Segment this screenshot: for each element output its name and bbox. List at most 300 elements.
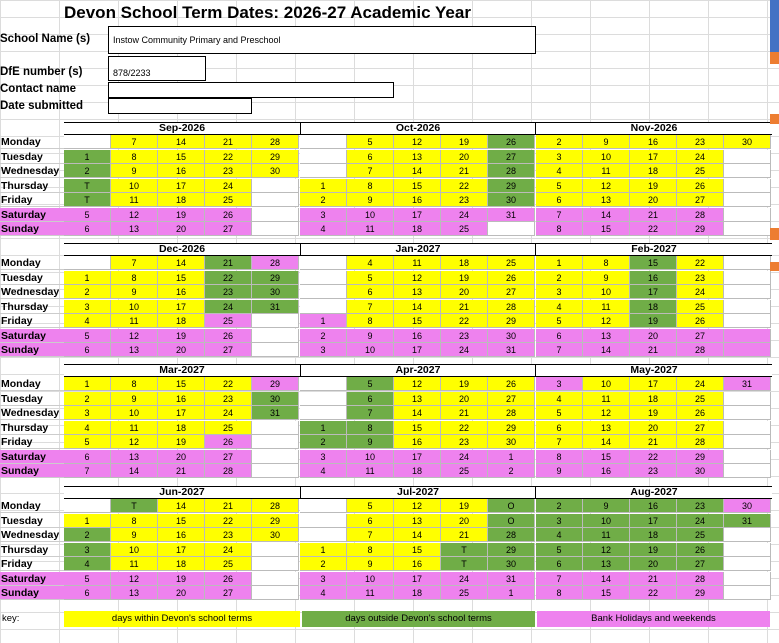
- date-cell[interactable]: [252, 222, 299, 236]
- date-cell[interactable]: T: [64, 179, 111, 193]
- date-cell[interactable]: [252, 435, 299, 449]
- date-cell[interactable]: 31: [252, 406, 299, 420]
- date-cell[interactable]: 11: [111, 557, 158, 571]
- date-cell[interactable]: 22: [630, 222, 677, 236]
- date-cell[interactable]: 4: [300, 464, 347, 478]
- date-cell[interactable]: 7: [536, 343, 583, 357]
- date-cell[interactable]: 29: [252, 271, 299, 285]
- date-cell[interactable]: 19: [158, 329, 205, 343]
- date-cell[interactable]: 8: [347, 421, 394, 435]
- date-cell[interactable]: 30: [252, 528, 299, 542]
- date-cell[interactable]: 29: [488, 543, 535, 557]
- date-cell[interactable]: 21: [441, 164, 488, 178]
- date-cell[interactable]: 17: [394, 208, 441, 222]
- date-cell[interactable]: 7: [347, 528, 394, 542]
- date-cell[interactable]: 17: [158, 300, 205, 314]
- date-cell[interactable]: 17: [630, 514, 677, 528]
- date-cell[interactable]: 13: [583, 329, 630, 343]
- date-cell[interactable]: 13: [111, 586, 158, 600]
- date-cell[interactable]: 25: [488, 256, 535, 270]
- date-cell[interactable]: 2: [300, 557, 347, 571]
- date-cell[interactable]: 30: [488, 193, 535, 207]
- date-cell[interactable]: 29: [488, 179, 535, 193]
- date-cell[interactable]: 31: [724, 514, 771, 528]
- date-cell[interactable]: 16: [158, 392, 205, 406]
- date-cell[interactable]: 4: [64, 314, 111, 328]
- date-cell[interactable]: [724, 406, 771, 420]
- date-cell[interactable]: 9: [347, 329, 394, 343]
- date-cell[interactable]: 12: [394, 135, 441, 149]
- date-cell[interactable]: 14: [583, 208, 630, 222]
- date-cell[interactable]: 19: [441, 499, 488, 513]
- date-cell[interactable]: 19: [630, 314, 677, 328]
- date-cell[interactable]: [300, 164, 347, 178]
- date-cell[interactable]: 2: [300, 435, 347, 449]
- date-cell[interactable]: 2: [536, 135, 583, 149]
- date-cell[interactable]: 24: [205, 543, 252, 557]
- date-cell[interactable]: 30: [488, 557, 535, 571]
- date-cell[interactable]: 12: [583, 314, 630, 328]
- date-cell[interactable]: 15: [583, 450, 630, 464]
- date-cell[interactable]: 1: [64, 150, 111, 164]
- date-cell[interactable]: 13: [583, 421, 630, 435]
- date-cell[interactable]: 4: [64, 421, 111, 435]
- date-cell[interactable]: [724, 343, 771, 357]
- date-cell[interactable]: 28: [488, 528, 535, 542]
- date-cell[interactable]: 20: [158, 450, 205, 464]
- date-cell[interactable]: 6: [347, 392, 394, 406]
- date-cell[interactable]: 16: [630, 135, 677, 149]
- date-cell[interactable]: 21: [630, 343, 677, 357]
- date-cell[interactable]: 2: [300, 193, 347, 207]
- date-cell[interactable]: 9: [583, 499, 630, 513]
- date-cell[interactable]: 2: [488, 464, 535, 478]
- date-cell[interactable]: 9: [583, 271, 630, 285]
- date-cell[interactable]: 31: [252, 300, 299, 314]
- date-cell[interactable]: 28: [677, 435, 724, 449]
- date-cell[interactable]: 15: [630, 256, 677, 270]
- date-cell[interactable]: 18: [394, 222, 441, 236]
- date-cell[interactable]: 10: [347, 208, 394, 222]
- date-cell[interactable]: 5: [536, 406, 583, 420]
- date-cell[interactable]: 9: [111, 164, 158, 178]
- date-cell[interactable]: 8: [347, 543, 394, 557]
- date-cell[interactable]: [724, 586, 771, 600]
- date-cell[interactable]: 10: [347, 572, 394, 586]
- date-cell[interactable]: 16: [394, 193, 441, 207]
- date-cell[interactable]: 20: [158, 343, 205, 357]
- date-cell[interactable]: 19: [630, 406, 677, 420]
- date-cell[interactable]: 23: [205, 285, 252, 299]
- date-cell[interactable]: 17: [158, 179, 205, 193]
- date-cell[interactable]: 29: [488, 421, 535, 435]
- date-cell[interactable]: [300, 406, 347, 420]
- date-cell[interactable]: 21: [441, 528, 488, 542]
- date-cell[interactable]: 10: [347, 450, 394, 464]
- date-cell[interactable]: 5: [347, 271, 394, 285]
- date-cell[interactable]: 18: [394, 464, 441, 478]
- date-cell[interactable]: 20: [630, 193, 677, 207]
- date-cell[interactable]: T: [441, 543, 488, 557]
- date-cell[interactable]: 9: [583, 135, 630, 149]
- date-cell[interactable]: 31: [488, 343, 535, 357]
- date-cell[interactable]: [252, 208, 299, 222]
- date-cell[interactable]: [724, 392, 771, 406]
- date-cell[interactable]: 2: [64, 164, 111, 178]
- date-cell[interactable]: 16: [630, 499, 677, 513]
- date-cell[interactable]: 24: [441, 572, 488, 586]
- date-cell[interactable]: 21: [630, 435, 677, 449]
- date-cell[interactable]: 11: [583, 300, 630, 314]
- school-name-field[interactable]: Instow Community Primary and Preschool: [108, 26, 536, 54]
- date-cell[interactable]: O: [488, 499, 535, 513]
- date-cell[interactable]: 12: [394, 377, 441, 391]
- date-cell[interactable]: 18: [158, 421, 205, 435]
- date-cell[interactable]: 20: [630, 329, 677, 343]
- date-cell[interactable]: 15: [394, 179, 441, 193]
- date-cell[interactable]: 30: [252, 392, 299, 406]
- date-cell[interactable]: 22: [441, 179, 488, 193]
- date-cell[interactable]: T: [64, 193, 111, 207]
- date-cell[interactable]: 14: [111, 464, 158, 478]
- date-cell[interactable]: [724, 557, 771, 571]
- date-cell[interactable]: 18: [630, 528, 677, 542]
- date-cell[interactable]: [724, 164, 771, 178]
- date-cell[interactable]: 2: [536, 499, 583, 513]
- date-cell[interactable]: 13: [583, 557, 630, 571]
- date-cell[interactable]: 12: [394, 499, 441, 513]
- date-cell[interactable]: 15: [158, 150, 205, 164]
- date-cell[interactable]: 7: [347, 300, 394, 314]
- date-cell[interactable]: 11: [347, 586, 394, 600]
- date-cell[interactable]: 10: [347, 343, 394, 357]
- date-cell[interactable]: [300, 135, 347, 149]
- date-cell[interactable]: 27: [677, 421, 724, 435]
- date-cell[interactable]: 28: [252, 499, 299, 513]
- date-cell[interactable]: 31: [724, 377, 771, 391]
- date-cell[interactable]: 24: [677, 377, 724, 391]
- date-cell[interactable]: 8: [536, 586, 583, 600]
- date-cell[interactable]: 10: [111, 179, 158, 193]
- date-cell[interactable]: 27: [488, 392, 535, 406]
- date-cell[interactable]: 15: [394, 543, 441, 557]
- date-cell[interactable]: 19: [441, 377, 488, 391]
- date-cell[interactable]: [724, 314, 771, 328]
- date-cell[interactable]: 13: [394, 392, 441, 406]
- date-cell[interactable]: 18: [630, 164, 677, 178]
- date-cell[interactable]: 18: [630, 392, 677, 406]
- date-cell[interactable]: 15: [394, 421, 441, 435]
- date-cell[interactable]: 11: [347, 464, 394, 478]
- date-cell[interactable]: 11: [111, 421, 158, 435]
- date-cell[interactable]: [300, 285, 347, 299]
- date-cell[interactable]: 29: [677, 222, 724, 236]
- date-cell[interactable]: 7: [64, 464, 111, 478]
- date-cell[interactable]: 15: [583, 586, 630, 600]
- date-cell[interactable]: T: [111, 499, 158, 513]
- date-cell[interactable]: 23: [441, 329, 488, 343]
- date-cell[interactable]: 10: [583, 514, 630, 528]
- date-cell[interactable]: 12: [111, 208, 158, 222]
- date-cell[interactable]: 31: [488, 208, 535, 222]
- date-cell[interactable]: [300, 150, 347, 164]
- date-cell[interactable]: 24: [441, 343, 488, 357]
- date-cell[interactable]: 1: [64, 514, 111, 528]
- date-cell[interactable]: 9: [347, 557, 394, 571]
- date-cell[interactable]: 22: [205, 514, 252, 528]
- date-cell[interactable]: 25: [677, 300, 724, 314]
- date-cell[interactable]: 14: [394, 164, 441, 178]
- date-cell[interactable]: 17: [158, 406, 205, 420]
- date-cell[interactable]: 19: [158, 435, 205, 449]
- date-cell[interactable]: 7: [347, 406, 394, 420]
- date-cell[interactable]: [64, 256, 111, 270]
- date-cell[interactable]: 14: [394, 406, 441, 420]
- date-cell[interactable]: 3: [536, 514, 583, 528]
- date-cell[interactable]: [300, 377, 347, 391]
- date-cell[interactable]: 30: [677, 464, 724, 478]
- date-cell[interactable]: 23: [677, 499, 724, 513]
- date-cell[interactable]: 17: [394, 450, 441, 464]
- date-cell[interactable]: 20: [158, 586, 205, 600]
- date-cell[interactable]: 12: [583, 179, 630, 193]
- date-cell[interactable]: 24: [205, 179, 252, 193]
- date-cell[interactable]: 20: [630, 421, 677, 435]
- date-cell[interactable]: 1: [300, 314, 347, 328]
- date-cell[interactable]: 29: [677, 450, 724, 464]
- date-cell[interactable]: 21: [158, 464, 205, 478]
- date-cell[interactable]: 19: [441, 135, 488, 149]
- date-cell[interactable]: 26: [677, 406, 724, 420]
- date-cell[interactable]: [724, 150, 771, 164]
- date-cell[interactable]: 4: [300, 586, 347, 600]
- date-cell[interactable]: [252, 193, 299, 207]
- date-cell[interactable]: 18: [394, 586, 441, 600]
- date-cell[interactable]: 26: [677, 314, 724, 328]
- date-cell[interactable]: 12: [583, 406, 630, 420]
- date-cell[interactable]: 13: [394, 285, 441, 299]
- date-cell[interactable]: 25: [677, 392, 724, 406]
- date-cell[interactable]: 1: [300, 179, 347, 193]
- date-cell[interactable]: 20: [158, 222, 205, 236]
- date-cell[interactable]: 14: [583, 343, 630, 357]
- date-cell[interactable]: 21: [205, 499, 252, 513]
- date-cell[interactable]: 14: [583, 435, 630, 449]
- date-cell[interactable]: 24: [677, 514, 724, 528]
- date-cell[interactable]: 26: [205, 329, 252, 343]
- date-cell[interactable]: 13: [111, 343, 158, 357]
- date-cell[interactable]: [724, 193, 771, 207]
- date-cell[interactable]: 3: [300, 450, 347, 464]
- date-cell[interactable]: 11: [111, 314, 158, 328]
- date-cell[interactable]: 21: [630, 572, 677, 586]
- date-cell[interactable]: 5: [64, 435, 111, 449]
- date-cell[interactable]: 16: [394, 329, 441, 343]
- date-cell[interactable]: 8: [111, 377, 158, 391]
- date-cell[interactable]: 25: [677, 164, 724, 178]
- date-cell[interactable]: 26: [205, 572, 252, 586]
- date-cell[interactable]: 9: [111, 285, 158, 299]
- date-cell[interactable]: 21: [205, 135, 252, 149]
- date-cell[interactable]: 24: [441, 208, 488, 222]
- date-cell[interactable]: 15: [158, 271, 205, 285]
- date-cell[interactable]: 22: [677, 256, 724, 270]
- date-cell[interactable]: 12: [583, 543, 630, 557]
- date-cell[interactable]: 22: [205, 377, 252, 391]
- date-cell[interactable]: 14: [394, 300, 441, 314]
- date-cell[interactable]: 27: [677, 557, 724, 571]
- date-cell[interactable]: 27: [677, 193, 724, 207]
- date-cell[interactable]: 4: [536, 528, 583, 542]
- date-cell[interactable]: 25: [205, 421, 252, 435]
- date-cell[interactable]: 7: [536, 572, 583, 586]
- date-cell[interactable]: 3: [300, 343, 347, 357]
- date-cell[interactable]: 18: [441, 256, 488, 270]
- date-cell[interactable]: 3: [64, 406, 111, 420]
- date-cell[interactable]: 14: [583, 572, 630, 586]
- date-cell[interactable]: 5: [64, 572, 111, 586]
- date-cell[interactable]: 4: [64, 557, 111, 571]
- date-cell[interactable]: 9: [536, 464, 583, 478]
- date-cell[interactable]: 2: [536, 271, 583, 285]
- date-cell[interactable]: [252, 543, 299, 557]
- contact-name-field[interactable]: [108, 82, 394, 98]
- date-cell[interactable]: 1: [300, 543, 347, 557]
- date-cell[interactable]: [300, 392, 347, 406]
- date-cell[interactable]: 3: [536, 377, 583, 391]
- date-cell[interactable]: 24: [677, 285, 724, 299]
- date-cell[interactable]: 20: [441, 285, 488, 299]
- date-cell[interactable]: [252, 314, 299, 328]
- date-cell[interactable]: 5: [347, 499, 394, 513]
- date-cell[interactable]: 18: [158, 314, 205, 328]
- date-cell[interactable]: 27: [488, 150, 535, 164]
- date-cell[interactable]: 15: [394, 314, 441, 328]
- date-cell[interactable]: [252, 464, 299, 478]
- date-cell[interactable]: 25: [677, 528, 724, 542]
- date-cell[interactable]: 29: [252, 377, 299, 391]
- date-cell[interactable]: [252, 557, 299, 571]
- date-cell[interactable]: 26: [488, 377, 535, 391]
- date-cell[interactable]: 16: [630, 271, 677, 285]
- date-cell[interactable]: 5: [536, 543, 583, 557]
- date-cell[interactable]: 18: [630, 300, 677, 314]
- date-cell[interactable]: 29: [252, 514, 299, 528]
- date-cell[interactable]: 1: [64, 271, 111, 285]
- date-cell[interactable]: 5: [64, 329, 111, 343]
- date-cell[interactable]: 20: [441, 150, 488, 164]
- date-cell[interactable]: 25: [205, 193, 252, 207]
- date-cell[interactable]: [724, 435, 771, 449]
- date-submitted-field[interactable]: [108, 98, 252, 114]
- date-cell[interactable]: 10: [583, 285, 630, 299]
- date-cell[interactable]: 21: [630, 208, 677, 222]
- date-cell[interactable]: 27: [205, 343, 252, 357]
- date-cell[interactable]: 29: [252, 150, 299, 164]
- date-cell[interactable]: 24: [205, 300, 252, 314]
- date-cell[interactable]: 10: [583, 377, 630, 391]
- date-cell[interactable]: 23: [441, 193, 488, 207]
- date-cell[interactable]: 10: [583, 150, 630, 164]
- date-cell[interactable]: 22: [630, 450, 677, 464]
- date-cell[interactable]: 2: [64, 528, 111, 542]
- date-cell[interactable]: 21: [441, 406, 488, 420]
- date-cell[interactable]: 15: [158, 514, 205, 528]
- date-cell[interactable]: 14: [158, 256, 205, 270]
- date-cell[interactable]: 1: [488, 586, 535, 600]
- date-cell[interactable]: 2: [64, 285, 111, 299]
- date-cell[interactable]: 25: [441, 222, 488, 236]
- date-cell[interactable]: 20: [441, 514, 488, 528]
- date-cell[interactable]: [724, 450, 771, 464]
- date-cell[interactable]: 11: [111, 193, 158, 207]
- date-cell[interactable]: 17: [394, 343, 441, 357]
- date-cell[interactable]: 17: [394, 572, 441, 586]
- date-cell[interactable]: [252, 572, 299, 586]
- date-cell[interactable]: 19: [630, 543, 677, 557]
- date-cell[interactable]: 9: [347, 193, 394, 207]
- date-cell[interactable]: 25: [441, 464, 488, 478]
- date-cell[interactable]: [724, 543, 771, 557]
- date-cell[interactable]: 5: [347, 135, 394, 149]
- date-cell[interactable]: 16: [583, 464, 630, 478]
- date-cell[interactable]: [724, 179, 771, 193]
- date-cell[interactable]: 23: [677, 135, 724, 149]
- date-cell[interactable]: 29: [677, 586, 724, 600]
- date-cell[interactable]: 26: [488, 271, 535, 285]
- date-cell[interactable]: 22: [205, 150, 252, 164]
- date-cell[interactable]: 12: [394, 271, 441, 285]
- date-cell[interactable]: 15: [583, 222, 630, 236]
- date-cell[interactable]: T: [441, 557, 488, 571]
- date-cell[interactable]: 3: [300, 572, 347, 586]
- dfe-number-field[interactable]: 878/2233: [108, 56, 206, 81]
- date-cell[interactable]: [252, 329, 299, 343]
- date-cell[interactable]: 8: [111, 150, 158, 164]
- date-cell[interactable]: 6: [64, 586, 111, 600]
- date-cell[interactable]: 26: [205, 208, 252, 222]
- date-cell[interactable]: 22: [205, 271, 252, 285]
- date-cell[interactable]: [300, 499, 347, 513]
- date-cell[interactable]: [300, 528, 347, 542]
- date-cell[interactable]: 24: [677, 150, 724, 164]
- date-cell[interactable]: 6: [64, 222, 111, 236]
- date-cell[interactable]: 14: [394, 528, 441, 542]
- date-cell[interactable]: 6: [536, 557, 583, 571]
- date-cell[interactable]: [64, 135, 111, 149]
- date-cell[interactable]: [300, 271, 347, 285]
- date-cell[interactable]: [488, 222, 535, 236]
- date-cell[interactable]: 10: [111, 406, 158, 420]
- date-cell[interactable]: 14: [158, 135, 205, 149]
- date-cell[interactable]: 2: [300, 329, 347, 343]
- date-cell[interactable]: 23: [677, 271, 724, 285]
- date-cell[interactable]: [300, 300, 347, 314]
- date-cell[interactable]: O: [488, 514, 535, 528]
- date-cell[interactable]: 28: [677, 572, 724, 586]
- date-cell[interactable]: 13: [394, 150, 441, 164]
- date-cell[interactable]: 5: [536, 179, 583, 193]
- date-cell[interactable]: 16: [158, 164, 205, 178]
- date-cell[interactable]: 28: [205, 464, 252, 478]
- date-cell[interactable]: 14: [158, 499, 205, 513]
- date-cell[interactable]: 4: [300, 222, 347, 236]
- date-cell[interactable]: [300, 256, 347, 270]
- date-cell[interactable]: [724, 256, 771, 270]
- date-cell[interactable]: 6: [347, 514, 394, 528]
- date-cell[interactable]: 1: [64, 377, 111, 391]
- date-cell[interactable]: 30: [488, 329, 535, 343]
